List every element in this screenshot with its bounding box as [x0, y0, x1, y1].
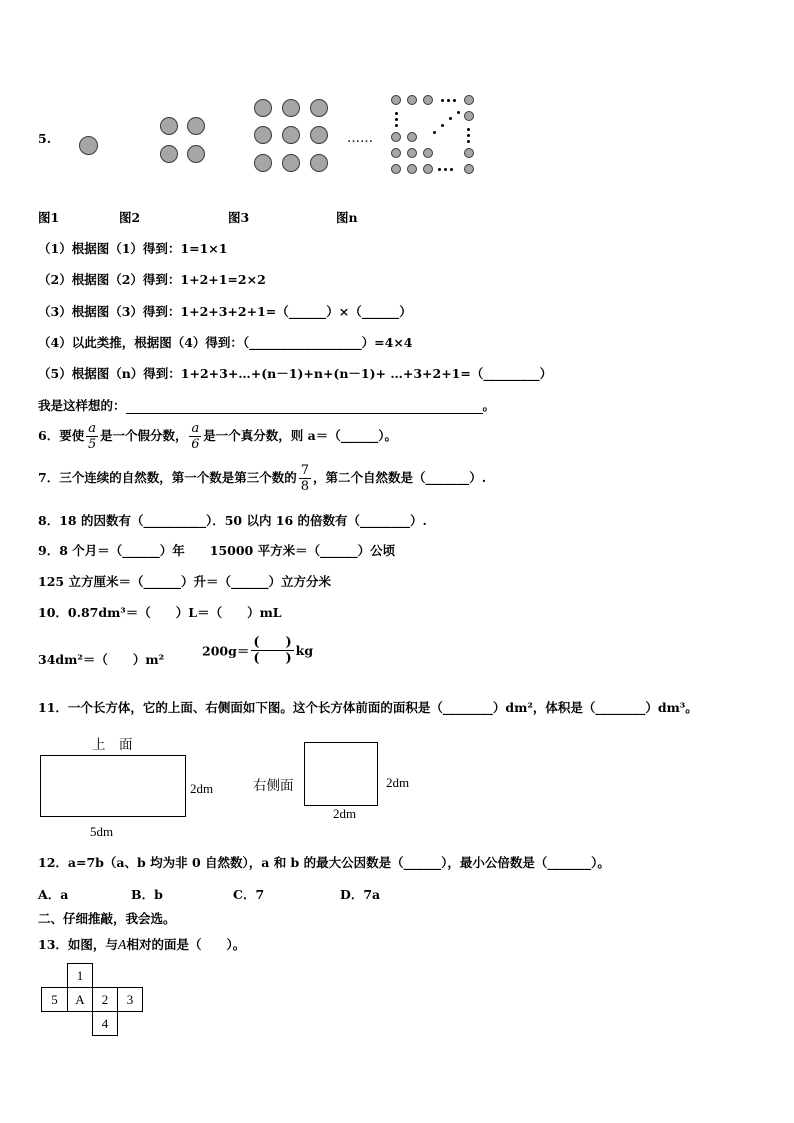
net-face-3: 3 [117, 987, 143, 1012]
small-dot [391, 95, 401, 105]
q10-mass-label: 200g＝ [202, 643, 250, 659]
question-7 [38, 464, 486, 493]
circle-dot [254, 154, 272, 172]
net-face-4: 4 [92, 1011, 118, 1036]
fraction-denominator: 6 [191, 437, 200, 452]
fraction-denominator: 5 [87, 437, 97, 452]
net-face-1: 1 [67, 963, 93, 988]
blank-fraction [251, 636, 293, 665]
q7-prefix: 7．三个连续的自然数，第一个数是第三个数的 [38, 470, 297, 485]
caption-figure-2: 图2 [119, 210, 141, 225]
circle-dot [254, 126, 272, 144]
question-number-5: 5. [38, 131, 52, 146]
question-10-right [202, 636, 313, 665]
question-9-line-1: 9．8 个月＝（______）年 15000 平方米＝（______）公顷 [38, 543, 396, 558]
circle-dot [187, 117, 205, 135]
small-dot [423, 164, 433, 174]
option-b[interactable]: B．b [131, 887, 163, 902]
ellipsis-dot [395, 118, 398, 121]
fraction-denominator: 8 [300, 479, 309, 494]
caption-figure-3: 图3 [228, 210, 250, 225]
fraction-numerator: 7 [300, 463, 309, 478]
ellipsis-dot [449, 117, 452, 120]
q5-line-5: （5）根据图（n）得到：1+2+3+…+(n－1)+n+(n－1)+ …+3+2+1=（_________） [38, 366, 553, 381]
q5-line-4: （4）以此类推，根据图（4）得到：（__________________）=4×4 [38, 335, 413, 350]
ellipsis-dot [467, 128, 470, 131]
fraction-numerator[interactable]: ( ) [253, 635, 292, 650]
caption-figure-1: 图1 [38, 210, 60, 225]
fraction-numerator: a [88, 421, 96, 436]
top-face-width: 5dm [90, 824, 114, 839]
circle-dot [160, 145, 178, 163]
q13-prefix: 13．如图，与 [38, 937, 118, 952]
ellipsis-dot [441, 124, 444, 127]
circle-dot [282, 126, 300, 144]
fraction-numerator: a [191, 421, 200, 436]
option-c[interactable]: C．7 [233, 887, 265, 902]
ellipsis-dot [457, 111, 460, 114]
small-dot [391, 132, 401, 142]
q13-variable: A [117, 938, 127, 953]
top-face-label: 上 面 [92, 737, 133, 752]
fraction-7-over-8 [299, 464, 311, 493]
small-dot [464, 148, 474, 158]
q6-suffix: 是一个真分数，则 a＝（______）。 [203, 428, 397, 443]
circle-dot [282, 154, 300, 172]
circle-dot [310, 126, 328, 144]
small-dot [407, 148, 417, 158]
small-dot [423, 148, 433, 158]
side-face-label: 右侧面 [253, 778, 294, 793]
section-heading: 二、仔细推敲，我会选。 [38, 911, 176, 926]
answer-blank[interactable] [126, 398, 483, 414]
ellipsis-dot [395, 112, 398, 115]
ellipsis-dot [467, 140, 470, 143]
q6-prefix: 6．要使 [38, 428, 85, 443]
q6-mid: 是一个假分数， [99, 428, 188, 443]
fraction-a-over-6 [189, 422, 201, 451]
small-dot [464, 111, 474, 121]
small-dot [423, 95, 433, 105]
option-d[interactable]: D．7a [340, 887, 381, 902]
small-dot [464, 95, 474, 105]
small-dot [407, 132, 417, 142]
ellipsis-dot [467, 134, 470, 137]
thought-end: 。 [482, 398, 496, 413]
q7-suffix: ，第二个自然数是（_______）. [312, 470, 487, 485]
ellipsis-dot [444, 168, 447, 171]
circle-dot [310, 154, 328, 172]
question-10-line-1: 10．0.87dm³＝（ ）L＝（ ）mL [38, 605, 282, 620]
question-10-left: 34dm²＝（ ）m² [38, 652, 165, 667]
q10-unit: kg [295, 643, 314, 658]
question-9-line-2: 125 立方厘米＝（______）升＝（______）立方分米 [38, 574, 331, 589]
side-face-square [304, 742, 378, 806]
circle-dot [282, 99, 300, 117]
side-face-height: 2dm [386, 775, 410, 790]
question-13 [38, 935, 245, 954]
question-11: 11．一个长方体，它的上面、右侧面如下图。这个长方体前面的面积是（________）dm²，体积是（________）dm³。 [38, 700, 698, 715]
net-face-5: 5 [41, 987, 68, 1012]
ellipsis-dot [438, 168, 441, 171]
thought-label: 我是这样想的： [38, 398, 126, 413]
small-dot [391, 164, 401, 174]
net-face-2: 2 [92, 987, 118, 1012]
circle-dot [254, 99, 272, 117]
top-face-height: 2dm [190, 781, 214, 796]
circle-dot [187, 145, 205, 163]
fraction-a-over-5 [86, 422, 98, 451]
ellipsis-dot [450, 168, 453, 171]
question-12: 12．a=7b（a、b 均为非 0 自然数），a 和 b 的最大公因数是（______），最小公倍数是（_______）。 [38, 855, 610, 870]
question-8: 8．18 的因数有（__________）．50 以内 16 的倍数有（________）. [38, 513, 427, 528]
circle-dot [310, 99, 328, 117]
small-dot [464, 164, 474, 174]
ellipsis-dot [433, 131, 436, 134]
q5-thought-line [38, 396, 495, 414]
circle-dot [160, 117, 178, 135]
caption-figure-n: 图n [336, 210, 358, 225]
q5-line-1: （1）根据图（1）得到：1=1×1 [38, 241, 228, 256]
fraction-denominator[interactable]: ( ) [253, 651, 292, 666]
top-face-rectangle [40, 755, 186, 817]
net-face-a: A [67, 987, 93, 1012]
q5-line-2: （2）根据图（2）得到：1+2+1=2×2 [38, 272, 266, 287]
small-dot [407, 95, 417, 105]
ellipsis-dot [395, 124, 398, 127]
option-a[interactable]: A．a [38, 887, 69, 902]
ellipsis: …… [347, 131, 373, 146]
small-dot [407, 164, 417, 174]
ellipsis-dot [441, 99, 444, 102]
q5-line-3: （3）根据图（3）得到：1+2+3+2+1=（______）×（______） [38, 304, 412, 319]
question-6 [38, 422, 397, 451]
ellipsis-dot [453, 99, 456, 102]
side-face-width: 2dm [333, 806, 357, 821]
small-dot [391, 148, 401, 158]
ellipsis-dot [447, 99, 450, 102]
circle-dot [79, 136, 98, 155]
q13-suffix: 相对的面是（ ）。 [126, 937, 246, 952]
